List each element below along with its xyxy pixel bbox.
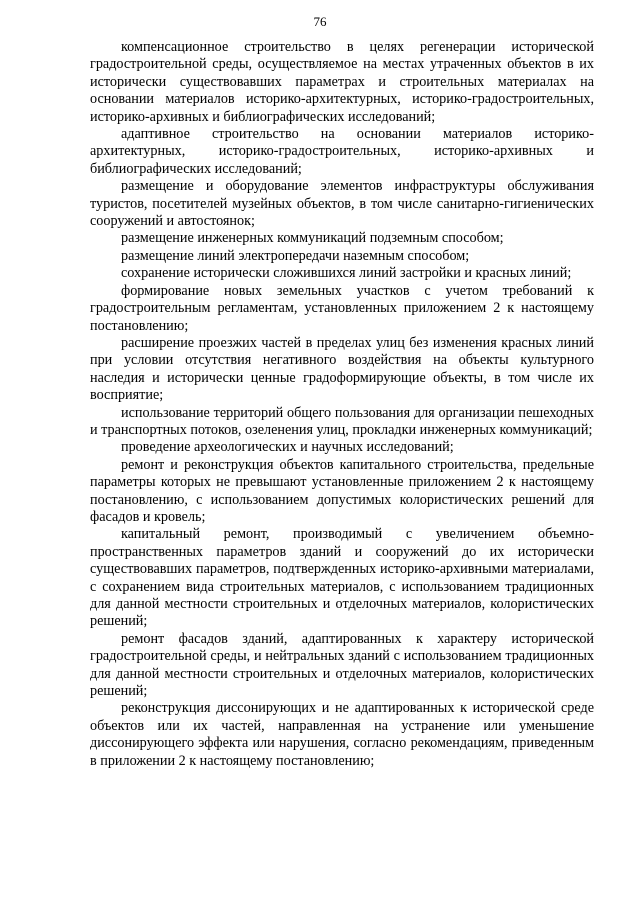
paragraph-adaptive-construction: адаптивное строительство на основании материалов историко-архитектурных, историко-градостроительных, историко-архивных и библиографических исследований; xyxy=(90,126,594,177)
page-number: 76 xyxy=(313,14,327,29)
paragraph-facade-repair: ремонт фасадов зданий, адаптированных к характеру исторической градостроительной среды, и нейтральных зданий с использованием традиционных для данной местности строительных и отделочных материалов, колористических решений; xyxy=(90,630,594,700)
paragraph-building-lines: сохранение исторически сложившихся линий застройки и красных линий; xyxy=(121,265,572,282)
paragraph-new-land-plots: формирование новых земельных участков с учетом требований к градостроительным регламентам, установленных приложением 2 к настоящему постановлению; xyxy=(90,282,594,334)
paragraph-overhead-power-lines: размещение линий электропередачи наземным способом; xyxy=(121,247,470,264)
paragraph-archaeological-research: проведение археологических и научных исследований; xyxy=(121,439,454,456)
paragraph-repair-reconstruction: ремонт и реконструкция объектов капитального строительства, предельные параметры которых не превышают установленные приложением 2 к настоящему постановлению, с использованием допустимых колористических решений для фасадов и кровель; xyxy=(90,456,594,525)
paragraph-tourist-infrastructure: размещение и оборудование элементов инфраструктуры обслуживания туристов, посетителей музейных объектов, в том числе санитарно-гигиенических сооружений и автостоянок; xyxy=(90,178,594,230)
document-body xyxy=(90,39,594,770)
paragraph-underground-utilities: размещение инженерных коммуникаций подземным способом; xyxy=(121,230,504,247)
paragraph-dissonant-reconstruction: реконструкция диссонирующих и не адаптированных к исторической среде объектов или их частей, направленная на устранение или уменьшение диссонирующего эффекта или нарушения, согласно рекомендациям, приведенным в приложении 2 к настоящему постановлению; xyxy=(90,700,594,769)
paragraph-compensatory-construction: компенсационное строительство в целях регенерации исторической градостроительной среды, осуществляемое на местах утраченных объектов в их исторически существовавших параметрах и строительных материалах на основании материалов историко-архитектурных, историко-градостроительных, историко-архивных и библиографических исследований; xyxy=(90,39,594,125)
paragraph-capital-repair: капитальный ремонт, производимый с увеличением объемно-пространственных параметров зданий и сооружений до их исторически существовавших параметров, подтвержденных историко-архивными материалами, с сохранением вида строительных материалов, с использованием традиционных для данной местности строительных и отделочных материалов, колористических решений; xyxy=(90,526,594,630)
paragraph-public-territories: использование территорий общего пользования для организации пешеходных и транспортных потоков, озеленения улиц, прокладки инженерных коммуникаций; xyxy=(90,404,594,438)
paragraph-roadway-widening: расширение проезжих частей в пределах улиц без изменения красных линий при условии отсутствия негативного воздействия на объекты культурного наследия и исторически ценные градоформирующие объекты, в том числе их восприятие; xyxy=(90,334,594,404)
